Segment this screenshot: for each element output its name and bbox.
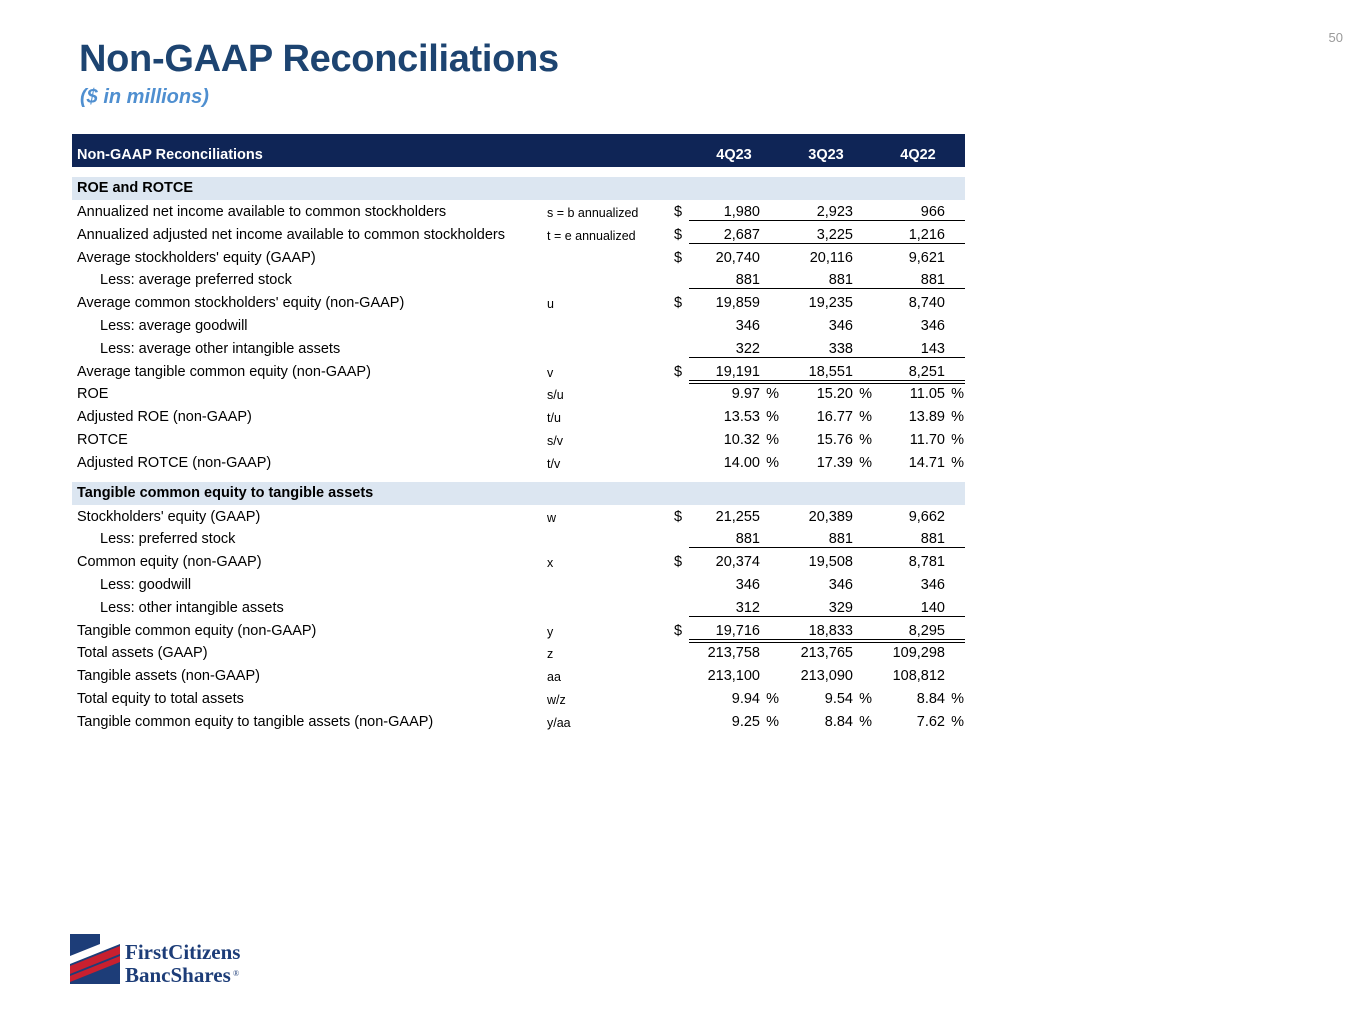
row-label: Total assets (GAAP) [77,645,208,662]
value-4q22: 346 [920,576,945,593]
row-reference: t/v [547,456,561,471]
value-4q22: 8,251 [908,363,945,380]
value-4q23: 19,191 [715,363,760,380]
value-4q22: 966 [920,204,945,220]
row-reference: s/u [547,388,564,403]
value-4q23: 13.53 [723,409,760,426]
row-reference: s/v [547,433,563,448]
value-3q23: 329 [828,599,853,616]
first-citizens-logo [70,932,260,988]
row-label: Less: average preferred stock [100,272,292,289]
row-label: Annualized adjusted net income available to common stockholders [77,226,505,243]
row-reference: w/z [547,692,566,707]
table-row [72,200,965,223]
percent-sign: % [859,409,872,426]
table-row [72,360,965,383]
value-4q22: 8,781 [908,554,945,571]
percent-sign: % [766,386,779,403]
value-4q22: 8,740 [908,295,945,312]
row-label: Less: other intangible assets [100,599,284,616]
value-3q23: 346 [828,317,853,334]
table-row [72,550,965,573]
percent-sign: % [766,431,779,448]
table-row [72,314,965,337]
percent-sign: % [859,386,872,403]
reconciliation-table [72,134,965,733]
value-4q22: 8,295 [908,622,945,639]
value-4q23: 9.94 [731,690,760,707]
row-label: ROE [77,386,109,403]
page-subtitle: ($ in millions) [80,86,209,108]
row-label: Average stockholders' equity (GAAP) [77,249,316,266]
row-reference: x [547,556,554,571]
row-label: Less: average other intangible assets [100,340,341,357]
table-row [72,505,965,528]
percent-sign: % [951,409,964,426]
row-label: Common equity (non-GAAP) [77,554,262,571]
table-row [72,573,965,596]
logo-text-line1: FirstCitizens [125,940,241,964]
value-4q23: 1,980 [723,204,760,220]
header-col-3q23: 3Q23 [808,147,844,163]
row-label: Less: average goodwill [100,317,248,334]
dollar-sign: $ [674,554,683,571]
percent-sign: % [766,713,779,730]
row-reference: y [547,624,554,639]
dollar-sign: $ [674,363,683,380]
dollar-sign: $ [674,295,683,312]
value-3q23: 8.84 [824,713,853,730]
single-rule [689,288,965,289]
row-reference: z [547,647,554,662]
row-label: Total equity to total assets [77,690,244,707]
row-label: ROTCE [77,431,128,448]
row-label: Tangible common equity (non-GAAP) [77,622,317,639]
table-row [72,641,965,664]
section-tangible-rows [72,505,965,733]
section-title-roe: ROE and ROTCE [72,177,965,200]
dollar-sign: $ [674,622,683,639]
table-row [72,268,965,291]
table-row [72,382,965,405]
section-title-tangible: Tangible common equity to tangible assets [72,482,965,505]
row-reference: aa [547,670,561,685]
value-4q22: 8.84 [916,690,945,707]
value-3q23: 17.39 [816,454,853,471]
value-4q22: 9,621 [908,249,945,266]
value-3q23: 881 [828,272,853,289]
percent-sign: % [951,690,964,707]
dollar-sign: $ [674,204,683,220]
percent-sign: % [951,431,964,448]
row-label: Adjusted ROE (non-GAAP) [77,409,252,426]
value-3q23: 9.54 [824,690,853,707]
percent-sign: % [766,409,779,426]
page-title: Non-GAAP Reconciliations [79,38,559,80]
value-4q23: 881 [735,272,760,289]
value-4q23: 20,374 [715,554,760,571]
value-4q22: 7.62 [916,713,945,730]
table-row [72,619,965,642]
percent-sign: % [766,690,779,707]
value-4q22: 140 [920,599,945,616]
value-4q22: 11.70 [909,431,945,448]
value-3q23: 18,551 [808,363,853,380]
percent-sign: % [859,713,872,730]
table-row [72,291,965,314]
value-4q23: 14.00 [723,454,760,471]
table-row [72,527,965,550]
value-3q23: 15.20 [816,386,853,403]
row-label: Tangible assets (non-GAAP) [77,668,260,685]
row-label: Annualized net income available to common stockholders [77,204,447,220]
value-4q23: 19,859 [715,295,760,312]
row-reference: s = b annualized [547,206,639,220]
row-label: Less: preferred stock [100,531,236,548]
value-4q23: 19,716 [715,622,760,639]
value-4q22: 881 [920,272,945,289]
value-4q22: 109,298 [892,645,945,662]
value-3q23: 3,225 [816,226,853,243]
dollar-sign: $ [674,226,683,243]
percent-sign: % [859,454,872,471]
value-4q22: 11.05 [909,386,945,403]
dollar-sign: $ [674,508,683,525]
value-4q23: 312 [735,599,760,616]
value-3q23: 346 [828,576,853,593]
single-rule [689,547,965,548]
value-4q23: 881 [735,531,760,548]
value-4q23: 322 [735,340,760,357]
value-3q23: 19,508 [808,554,853,571]
value-4q22: 13.89 [908,409,945,426]
value-4q22: 108,812 [892,668,945,685]
value-3q23: 18,833 [808,622,853,639]
value-4q23: 21,255 [715,508,760,525]
page-number: 50 [1328,30,1343,45]
table-row [72,405,965,428]
row-reference: t = e annualized [547,228,636,243]
row-label: Less: goodwill [100,576,192,593]
value-4q22: 9,662 [908,508,945,525]
value-4q23: 2,687 [723,226,760,243]
percent-sign: % [766,454,779,471]
row-label: Average common stockholders' equity (non-GAAP) [77,295,405,312]
value-4q22: 346 [920,317,945,334]
value-3q23: 15.76 [816,431,853,448]
value-3q23: 20,116 [809,249,853,266]
value-3q23: 19,235 [808,295,853,312]
percent-sign: % [951,454,964,471]
section-roe-rows [72,200,965,474]
value-3q23: 213,090 [800,668,853,685]
header-col-4q22: 4Q22 [900,147,936,163]
logo-registered-mark: ® [233,969,240,978]
value-3q23: 881 [828,531,853,548]
header-label: Non-GAAP Reconciliations [77,147,263,163]
value-4q23: 9.25 [731,713,760,730]
value-3q23: 2,923 [816,204,853,220]
single-rule [689,220,965,221]
value-4q22: 143 [920,340,945,357]
table-row [72,451,965,474]
row-reference: t/u [547,411,561,426]
row-label: Stockholders' equity (GAAP) [77,508,261,525]
row-label: Tangible common equity to tangible assets (non-GAAP) [77,713,434,730]
value-4q22: 1,216 [908,226,945,243]
value-4q23: 346 [735,317,760,334]
value-4q22: 14.71 [908,454,945,471]
table-row [72,687,965,710]
table-row [72,223,965,246]
value-3q23: 20,389 [808,508,853,525]
row-reference: y/aa [547,715,571,730]
value-4q23: 213,100 [707,668,760,685]
header-col-4q23: 4Q23 [716,147,752,163]
percent-sign: % [859,690,872,707]
table-row [72,246,965,269]
row-reference: v [547,365,554,380]
percent-sign: % [951,713,964,730]
value-3q23: 16.77 [816,409,853,426]
table-row [72,664,965,687]
value-4q23: 9.97 [731,386,760,403]
percent-sign: % [951,386,964,403]
value-4q23: 10.32 [723,431,760,448]
value-4q23: 20,740 [715,249,760,266]
single-rule [689,616,965,617]
table-row [72,596,965,619]
single-rule [689,243,965,244]
value-3q23: 338 [828,340,853,357]
row-label: Average tangible common equity (non-GAAP) [77,363,371,380]
logo-text-line2: BancShares [125,963,231,987]
row-reference: w [547,510,557,525]
row-reference: u [547,297,554,312]
value-4q22: 881 [920,531,945,548]
table-row [72,428,965,451]
value-4q23: 213,758 [707,645,760,662]
dollar-sign: $ [674,249,683,266]
row-label: Adjusted ROTCE (non-GAAP) [77,454,272,471]
value-4q23: 346 [735,576,760,593]
table-row [72,710,965,733]
table-row [72,337,965,360]
percent-sign: % [859,431,872,448]
value-3q23: 213,765 [800,645,853,662]
table-header [72,134,965,167]
single-rule [689,357,965,358]
